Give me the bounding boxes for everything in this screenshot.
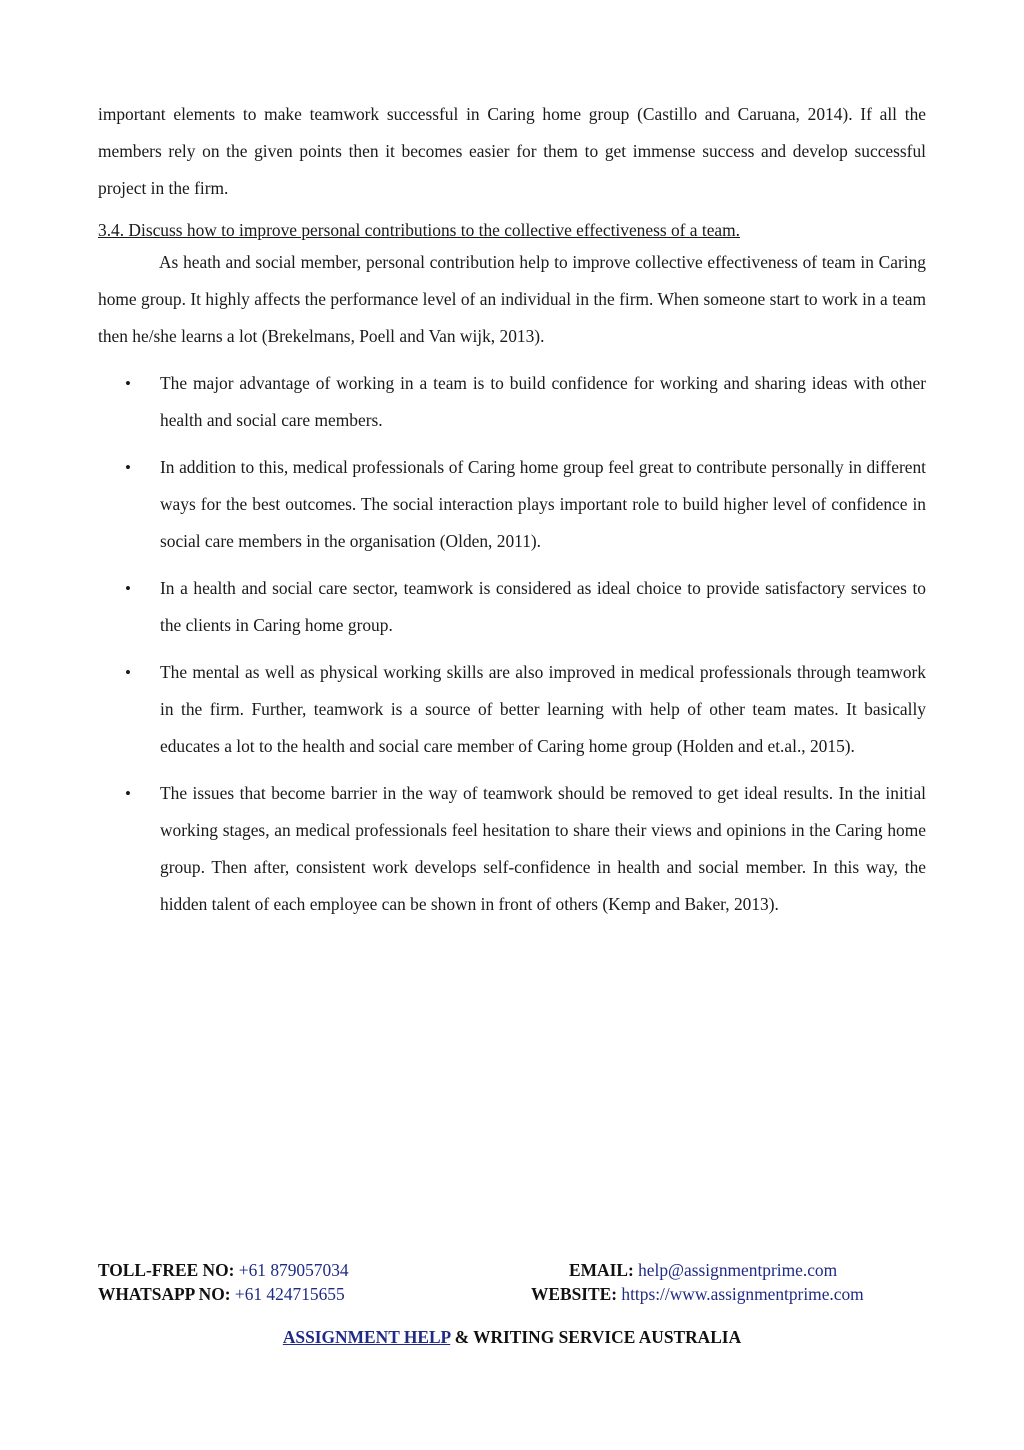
footer-row-2	[98, 1282, 926, 1306]
bullet-icon: •	[125, 579, 131, 598]
list-item-text: The issues that become barrier in the way of teamwork should be removed to get ideal results. In the initial working stages, an medical professionals feel hesitation to share their views and opinions in the Caring home group. Then after, consistent work develops self-confidence in health and social member. In this way, the hidden talent of each employee can be shown in front of others (Kemp and Baker, 2013).	[160, 783, 926, 914]
whatsapp-contact	[98, 1282, 345, 1306]
list-item	[98, 449, 926, 560]
list-item	[98, 570, 926, 644]
assignment-help-link[interactable]: ASSIGNMENT HELP	[282, 1327, 451, 1347]
email-contact	[531, 1258, 926, 1282]
page-footer	[98, 1258, 926, 1306]
list-item	[98, 654, 926, 765]
website-link[interactable]: https://www.assignmentprime.com	[621, 1284, 864, 1304]
list-item-text: The mental as well as physical working skills are also improved in medical professionals through teamwork in the firm. Further, teamwork is a source of better learning with help of other team mates. It basically educates a lot to the health and social care member of Caring home group (Holden and et.al., 2015).	[160, 662, 926, 756]
list-item	[98, 775, 926, 923]
banner-text: & WRITING SERVICE AUSTRALIA	[450, 1327, 742, 1347]
bullet-icon: •	[125, 458, 131, 477]
list-item-text: The major advantage of working in a team is to build confidence for working and sharing ideas with other health and social care members.	[160, 373, 926, 430]
list-item	[98, 365, 926, 439]
bullet-list	[98, 365, 926, 923]
bullet-icon: •	[125, 374, 131, 393]
tollfree-contact	[98, 1258, 349, 1282]
email-link[interactable]: help@assignmentprime.com	[638, 1260, 838, 1280]
email-label: EMAIL:	[569, 1260, 634, 1280]
website-label: WEBSITE:	[531, 1284, 618, 1304]
tollfree-label: TOLL-FREE NO:	[98, 1260, 235, 1280]
section-heading: 3.4. Discuss how to improve personal contributions to the collective effectiveness of a team.	[98, 220, 741, 240]
website-contact	[531, 1282, 926, 1306]
whatsapp-number[interactable]: +61 424715655	[234, 1284, 345, 1304]
section-paragraph: As heath and social member, personal contribution help to improve collective effectiveness of team in Caring home group. It highly affects the performance level of an individual in the firm. When someone start to work in a team then he/she learns a lot (Brekelmans, Poell and Van wijk, 2013).	[98, 252, 926, 346]
list-item-text: In addition to this, medical professionals of Caring home group feel great to contribute personally in different ways for the best outcomes. The social interaction plays important role to build higher level of confidence in social care members in the organisation (Olden, 2011).	[160, 457, 926, 551]
footer-banner	[0, 1327, 1024, 1348]
footer-row-1	[98, 1258, 926, 1282]
whatsapp-label: WHATSAPP NO:	[98, 1284, 231, 1304]
bullet-icon: •	[125, 784, 131, 803]
document-body	[98, 96, 926, 933]
intro-paragraph: important elements to make teamwork successful in Caring home group (Castillo and Caruana, 2014). If all the members rely on the given points then it becomes easier for them to get immense success and develop successful project in the firm.	[98, 104, 926, 198]
list-item-text: In a health and social care sector, teamwork is considered as ideal choice to provide satisfactory services to the clients in Caring home group.	[160, 578, 926, 635]
bullet-icon: •	[125, 663, 131, 682]
tollfree-number[interactable]: +61 879057034	[238, 1260, 349, 1280]
